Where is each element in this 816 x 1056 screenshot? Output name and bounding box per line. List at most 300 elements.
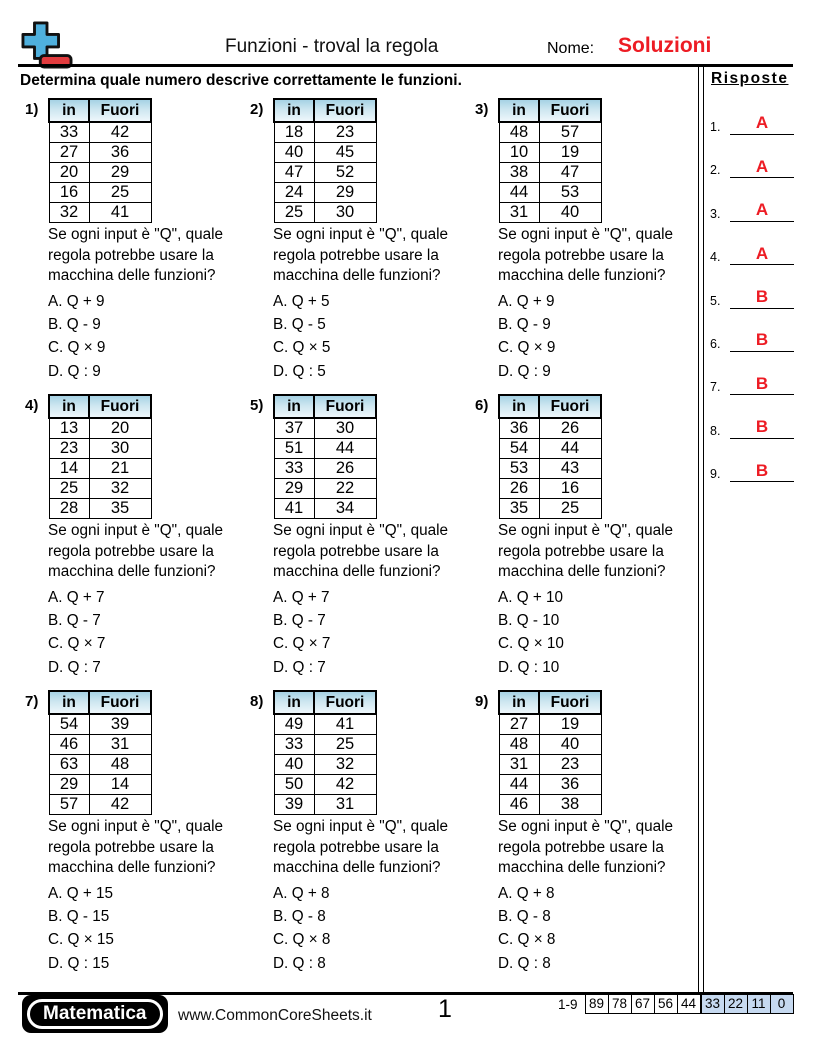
options-list <box>498 586 693 679</box>
cell-in: 44 <box>499 775 539 795</box>
col-header-in: in <box>274 99 314 122</box>
table-row <box>49 418 151 439</box>
problem <box>475 394 693 679</box>
cell-in: 33 <box>274 735 314 755</box>
cell-in: 38 <box>499 163 539 183</box>
cell-in: 47 <box>274 163 314 183</box>
question-line: macchina delle funzioni? <box>273 267 441 285</box>
cell-out: 41 <box>314 714 376 735</box>
cell-out: 41 <box>89 203 151 223</box>
col-header-out: Fuori <box>314 99 376 122</box>
cell-out: 52 <box>314 163 376 183</box>
col-header-out: Fuori <box>314 395 376 418</box>
score-cell: 44 <box>677 994 701 1014</box>
answer-blank <box>730 413 794 439</box>
cell-out: 39 <box>89 714 151 735</box>
page-title: Funzioni - troval la regola <box>225 36 439 57</box>
table-header-row <box>49 99 151 122</box>
cell-in: 13 <box>49 418 89 439</box>
option-b: B. Q - 8 <box>498 908 551 926</box>
option-b: B. Q - 5 <box>273 316 326 334</box>
cell-out: 22 <box>314 479 376 499</box>
plus-minus-logo-icon <box>20 20 74 70</box>
answer-blank <box>730 239 794 265</box>
option-a: A. Q + 9 <box>48 292 105 310</box>
option-b: B. Q - 9 <box>498 316 551 334</box>
problem-body <box>273 98 468 383</box>
answers-heading: Risposte <box>711 70 789 87</box>
cell-out: 26 <box>314 459 376 479</box>
answer-blank <box>730 283 794 309</box>
table-row <box>499 755 601 775</box>
cell-out: 23 <box>314 122 376 143</box>
question-text <box>273 225 468 287</box>
cell-in: 14 <box>49 459 89 479</box>
cell-in: 35 <box>499 499 539 519</box>
cell-in: 63 <box>49 755 89 775</box>
answer-number: 9. <box>710 467 721 482</box>
header-divider <box>18 64 793 67</box>
cell-out: 25 <box>89 183 151 203</box>
cell-in: 29 <box>274 479 314 499</box>
problem-number: 3) <box>475 101 489 118</box>
option-d: D. Q : 10 <box>498 658 560 676</box>
answer-number: 1. <box>710 120 721 134</box>
option-c: C. Q × 5 <box>273 339 331 357</box>
problem-body <box>498 690 693 975</box>
option-d: D. Q : 7 <box>273 658 326 676</box>
cell-out: 32 <box>89 479 151 499</box>
cell-out: 45 <box>314 143 376 163</box>
table-row <box>274 714 376 735</box>
answer-row <box>706 109 806 135</box>
cell-in: 10 <box>499 143 539 163</box>
problem-body <box>48 394 243 679</box>
question-line: regola potrebbe usare la <box>273 246 439 264</box>
option-b: B. Q - 9 <box>48 316 101 334</box>
cell-out: 31 <box>314 795 376 815</box>
question-line: macchina delle funzioni? <box>498 859 666 877</box>
table-row <box>49 735 151 755</box>
table-header-row <box>274 395 376 418</box>
answer-row <box>706 413 806 439</box>
question-text <box>498 225 693 287</box>
cell-out: 42 <box>314 775 376 795</box>
answers-list <box>706 109 806 482</box>
table-row <box>499 203 601 223</box>
cell-out: 32 <box>314 755 376 775</box>
col-header-in: in <box>499 99 539 122</box>
cell-out: 40 <box>539 735 601 755</box>
col-header-out: Fuori <box>539 691 601 714</box>
function-table <box>498 690 602 815</box>
answers-separator <box>698 67 704 993</box>
cell-out: 30 <box>89 439 151 459</box>
cell-in: 36 <box>499 418 539 439</box>
table-row <box>274 459 376 479</box>
option-a: A. Q + 10 <box>498 588 564 606</box>
cell-in: 44 <box>499 183 539 203</box>
cell-in: 24 <box>274 183 314 203</box>
answer-letter: B <box>755 460 769 480</box>
cell-out: 30 <box>314 203 376 223</box>
function-table <box>273 394 377 519</box>
score-cell-highlighted: 33 <box>701 994 725 1014</box>
table-row <box>499 479 601 499</box>
problem-body <box>48 98 243 383</box>
instruction-text: Determina quale numero descrive correttamente le funzioni. <box>20 72 462 89</box>
cell-out: 36 <box>89 143 151 163</box>
answer-number: 3. <box>710 206 721 221</box>
option-d: D. Q : 8 <box>273 954 326 972</box>
cell-in: 28 <box>49 499 89 519</box>
answer-blank <box>730 326 794 352</box>
cell-in: 46 <box>499 795 539 815</box>
col-header-out: Fuori <box>539 395 601 418</box>
table-row <box>49 203 151 223</box>
page-number: 1 <box>438 995 452 1023</box>
cell-in: 26 <box>499 479 539 499</box>
problem <box>250 690 468 975</box>
answer-blank <box>730 152 794 178</box>
cell-in: 16 <box>49 183 89 203</box>
cell-in: 20 <box>49 163 89 183</box>
option-c: C. Q × 9 <box>498 339 556 357</box>
answer-blank <box>730 369 794 395</box>
cell-out: 21 <box>89 459 151 479</box>
score-table <box>558 994 794 1014</box>
cell-in: 54 <box>49 714 89 735</box>
table-row <box>274 183 376 203</box>
cell-out: 42 <box>89 122 151 143</box>
cell-in: 37 <box>274 418 314 439</box>
table-header-row <box>499 99 601 122</box>
cell-out: 23 <box>539 755 601 775</box>
cell-out: 35 <box>89 499 151 519</box>
table-row <box>49 714 151 735</box>
table-row <box>49 499 151 519</box>
table-row <box>499 499 601 519</box>
option-b: B. Q - 10 <box>498 612 560 630</box>
cell-in: 40 <box>274 143 314 163</box>
cell-in: 54 <box>499 439 539 459</box>
cell-out: 48 <box>89 755 151 775</box>
option-b: B. Q - 15 <box>48 908 110 926</box>
table-row <box>499 122 601 143</box>
cell-out: 20 <box>89 418 151 439</box>
question-text <box>273 817 468 879</box>
option-a: A. Q + 5 <box>273 292 330 310</box>
score-cell: 78 <box>608 994 632 1014</box>
question-line: regola potrebbe usare la <box>48 246 214 264</box>
score-cell-highlighted: 0 <box>770 994 794 1014</box>
cell-out: 31 <box>89 735 151 755</box>
problem-body <box>273 690 468 975</box>
col-header-in: in <box>499 395 539 418</box>
option-a: A. Q + 15 <box>48 884 114 902</box>
cell-out: 57 <box>539 122 601 143</box>
table-header-row <box>49 691 151 714</box>
option-b: B. Q - 8 <box>273 908 326 926</box>
cell-out: 34 <box>314 499 376 519</box>
question-line: Se ogni input è "Q", quale <box>498 818 673 835</box>
cell-out: 30 <box>314 418 376 439</box>
option-a: A. Q + 9 <box>498 292 555 310</box>
option-b: B. Q - 7 <box>48 612 101 630</box>
score-cell-highlighted: 11 <box>747 994 771 1014</box>
answer-letter: A <box>755 156 769 176</box>
table-row <box>49 795 151 815</box>
cell-in: 33 <box>49 122 89 143</box>
cell-in: 39 <box>274 795 314 815</box>
cell-out: 29 <box>314 183 376 203</box>
options-list <box>48 290 243 383</box>
answer-blank <box>730 109 794 135</box>
cell-in: 31 <box>499 203 539 223</box>
options-list <box>48 586 243 679</box>
cell-in: 50 <box>274 775 314 795</box>
cell-in: 53 <box>499 459 539 479</box>
option-d: D. Q : 7 <box>48 658 101 676</box>
col-header-in: in <box>49 691 89 714</box>
question-line: macchina delle funzioni? <box>48 859 216 877</box>
website-url: www.CommonCoreSheets.it <box>178 1007 372 1024</box>
option-d: D. Q : 15 <box>48 954 110 972</box>
table-row <box>499 459 601 479</box>
brand-text: Matematica <box>27 999 163 1029</box>
question-text <box>498 817 693 879</box>
col-header-out: Fuori <box>89 99 151 122</box>
answer-letter: B <box>755 417 769 437</box>
table-row <box>499 163 601 183</box>
cell-in: 48 <box>499 122 539 143</box>
col-header-out: Fuori <box>89 395 151 418</box>
table-row <box>499 183 601 203</box>
answer-row <box>706 456 806 482</box>
cell-in: 29 <box>49 775 89 795</box>
cell-in: 25 <box>49 479 89 499</box>
answer-row <box>706 369 806 395</box>
option-d: D. Q : 9 <box>48 362 101 380</box>
answer-row <box>706 326 806 352</box>
question-line: macchina delle funzioni? <box>498 563 666 581</box>
cell-in: 46 <box>49 735 89 755</box>
option-b: B. Q - 7 <box>273 612 326 630</box>
problem-number: 6) <box>475 397 489 414</box>
col-header-in: in <box>49 395 89 418</box>
col-header-in: in <box>49 99 89 122</box>
problem-body <box>48 690 243 975</box>
options-list <box>48 882 243 975</box>
question-line: regola potrebbe usare la <box>273 838 439 856</box>
function-table <box>48 690 152 815</box>
problem-number: 9) <box>475 693 489 710</box>
table-row <box>49 143 151 163</box>
table-row <box>499 714 601 735</box>
question-line: regola potrebbe usare la <box>498 542 664 560</box>
option-a: A. Q + 8 <box>273 884 330 902</box>
table-row <box>274 795 376 815</box>
table-row <box>274 479 376 499</box>
answer-row <box>706 283 806 309</box>
cell-out: 36 <box>539 775 601 795</box>
option-c: C. Q × 8 <box>498 931 556 949</box>
question-line: Se ogni input è "Q", quale <box>273 522 448 539</box>
question-line: macchina delle funzioni? <box>498 267 666 285</box>
cell-out: 44 <box>539 439 601 459</box>
table-row <box>49 775 151 795</box>
question-line: regola potrebbe usare la <box>498 246 664 264</box>
option-a: A. Q + 7 <box>48 588 105 606</box>
cell-in: 27 <box>499 714 539 735</box>
col-header-out: Fuori <box>89 691 151 714</box>
name-value: Soluzioni <box>618 34 712 57</box>
problem <box>250 98 468 383</box>
answer-blank <box>730 456 794 482</box>
question-line: regola potrebbe usare la <box>273 542 439 560</box>
option-c: C. Q × 7 <box>273 635 331 653</box>
question-text <box>498 521 693 583</box>
problem-body <box>498 98 693 383</box>
option-d: D. Q : 5 <box>273 362 326 380</box>
function-table <box>273 690 377 815</box>
cell-in: 27 <box>49 143 89 163</box>
problem <box>475 98 693 383</box>
table-row <box>499 795 601 815</box>
function-table <box>498 394 602 519</box>
table-header-row <box>49 395 151 418</box>
col-header-in: in <box>274 395 314 418</box>
table-row <box>49 122 151 143</box>
cell-out: 53 <box>539 183 601 203</box>
cell-out: 19 <box>539 714 601 735</box>
table-row <box>49 459 151 479</box>
option-a: A. Q + 8 <box>498 884 555 902</box>
problem-number: 2) <box>250 101 264 118</box>
answer-row <box>706 196 806 222</box>
question-line: macchina delle funzioni? <box>273 563 441 581</box>
problem <box>25 98 243 383</box>
col-header-in: in <box>499 691 539 714</box>
table-header-row <box>274 691 376 714</box>
table-row <box>499 735 601 755</box>
cell-out: 40 <box>539 203 601 223</box>
answer-row <box>706 239 806 265</box>
table-row <box>274 439 376 459</box>
answer-number: 2. <box>710 163 721 178</box>
cell-out: 38 <box>539 795 601 815</box>
table-row <box>274 122 376 143</box>
question-line: regola potrebbe usare la <box>48 838 214 856</box>
cell-in: 57 <box>49 795 89 815</box>
cell-in: 40 <box>274 755 314 775</box>
answer-number: 5. <box>710 293 721 308</box>
table-row <box>49 183 151 203</box>
problem <box>25 690 243 975</box>
question-line: Se ogni input è "Q", quale <box>273 818 448 835</box>
cell-in: 49 <box>274 714 314 735</box>
cell-in: 48 <box>499 735 539 755</box>
answer-letter: A <box>755 243 769 263</box>
function-table <box>48 98 152 223</box>
problem-number: 7) <box>25 693 39 710</box>
question-line: Se ogni input è "Q", quale <box>498 522 673 539</box>
table-row <box>499 439 601 459</box>
problem-number: 4) <box>25 397 39 414</box>
answer-letter: B <box>755 330 769 350</box>
question-text <box>48 521 243 583</box>
score-range-label: 1-9 <box>558 996 578 1012</box>
option-c: C. Q × 10 <box>498 635 564 653</box>
options-list <box>273 586 468 679</box>
cell-out: 43 <box>539 459 601 479</box>
table-row <box>49 163 151 183</box>
problem-number: 5) <box>250 397 264 414</box>
problem-body <box>498 394 693 679</box>
cell-in: 18 <box>274 122 314 143</box>
question-line: Se ogni input è "Q", quale <box>48 818 223 835</box>
table-header-row <box>274 99 376 122</box>
question-text <box>273 521 468 583</box>
problem <box>475 690 693 975</box>
function-table <box>48 394 152 519</box>
table-row <box>49 439 151 459</box>
table-row <box>49 479 151 499</box>
score-cell: 67 <box>631 994 655 1014</box>
problem-number: 8) <box>250 693 264 710</box>
cell-out: 44 <box>314 439 376 459</box>
table-header-row <box>499 395 601 418</box>
table-row <box>274 775 376 795</box>
option-a: A. Q + 7 <box>273 588 330 606</box>
cell-in: 33 <box>274 459 314 479</box>
table-header-row <box>499 691 601 714</box>
option-c: C. Q × 8 <box>273 931 331 949</box>
problem-number: 1) <box>25 101 39 118</box>
cell-in: 51 <box>274 439 314 459</box>
question-line: regola potrebbe usare la <box>48 542 214 560</box>
question-line: Se ogni input è "Q", quale <box>48 522 223 539</box>
cell-out: 47 <box>539 163 601 183</box>
table-row <box>499 775 601 795</box>
answer-number: 4. <box>710 250 721 265</box>
question-line: Se ogni input è "Q", quale <box>498 226 673 243</box>
answer-blank <box>730 196 794 222</box>
table-row <box>499 418 601 439</box>
score-cell: 89 <box>585 994 609 1014</box>
options-list <box>273 290 468 383</box>
brand-logo <box>22 995 168 1033</box>
option-d: D. Q : 8 <box>498 954 551 972</box>
option-c: C. Q × 9 <box>48 339 106 357</box>
options-list <box>498 290 693 383</box>
cell-in: 23 <box>49 439 89 459</box>
problem <box>25 394 243 679</box>
table-row <box>274 735 376 755</box>
answer-number: 7. <box>710 380 721 395</box>
option-c: C. Q × 15 <box>48 931 114 949</box>
cell-in: 32 <box>49 203 89 223</box>
cell-out: 26 <box>539 418 601 439</box>
function-table <box>273 98 377 223</box>
answer-row <box>706 152 806 178</box>
cell-out: 19 <box>539 143 601 163</box>
cell-out: 42 <box>89 795 151 815</box>
question-line: macchina delle funzioni? <box>48 267 216 285</box>
score-cell-highlighted: 22 <box>724 994 748 1014</box>
answer-letter: A <box>755 113 769 133</box>
cell-out: 25 <box>314 735 376 755</box>
